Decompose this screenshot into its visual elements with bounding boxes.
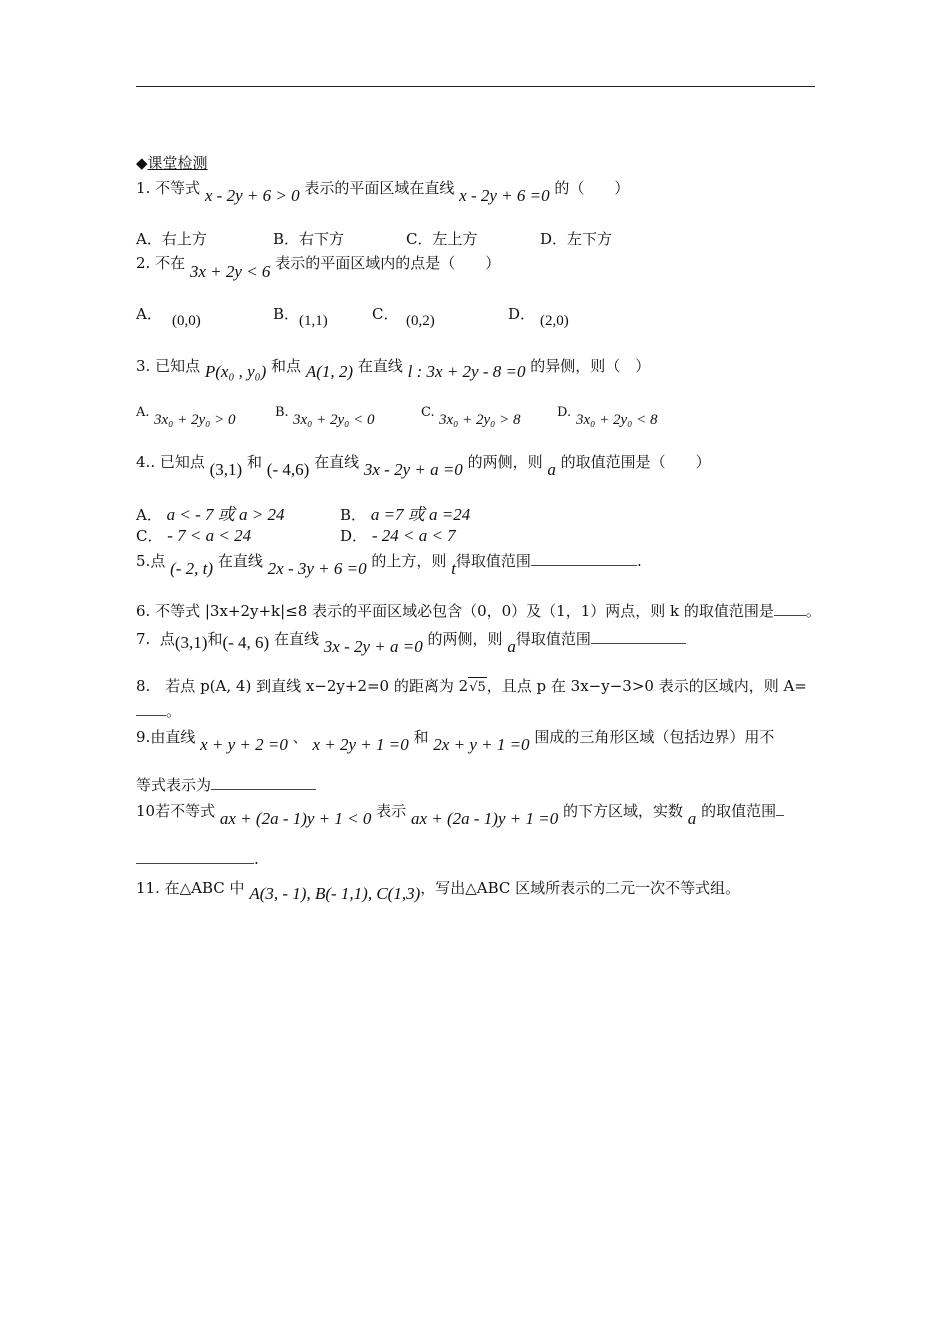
question-6: 6. 不等式 |3x+2y+k|≤8 表示的平面区域必包含（0，0）及（1，1）两点，则 k 的取值范围是 。 xyxy=(136,602,821,620)
q2-option-c-label: C． xyxy=(372,305,399,323)
question-9-cont: 等式表示为 xyxy=(136,775,316,795)
question-2: 2. 不在 3x + 2y < 6 表示的平面区域内的点是（ ） xyxy=(136,254,501,281)
section-heading: 课堂检测 xyxy=(147,154,208,172)
diamond-icon: ◆ xyxy=(136,154,148,172)
q2-option-d-label: D． xyxy=(508,305,536,323)
q2-option-a: (0,0) xyxy=(172,313,201,329)
q1-option-b: B．右下方 xyxy=(273,230,345,248)
question-9: 9.由直线 x + y + 2 =0 、 x + 2y + 1 =0 和 2x + y + 1 =0 围成的三角形区域（包括边界）用不 xyxy=(136,728,775,754)
q4-option-a: A． a < - 7 或 a > 24 xyxy=(136,505,285,524)
section-title xyxy=(136,153,208,173)
q4-option-d: D． - 24 < a < 7 xyxy=(340,526,456,545)
header-rule xyxy=(136,86,815,87)
answer-blank[interactable] xyxy=(531,551,637,566)
answer-blank[interactable] xyxy=(211,775,316,790)
q1-option-d: D．左下方 xyxy=(540,230,613,248)
q4-option-b: B． a =7 或 a =24 xyxy=(340,505,471,524)
question-7: 7. 点(3,1)和(- 4, 6) 在直线 3x - 2y + a =0 的两侧，则 a得取值范围 xyxy=(136,629,686,649)
question-10-cont: . xyxy=(136,849,259,869)
question-5: 5.点 (- 2, t) 在直线 2x - 3y + 6 =0 的上方，则 t得取值范围 . xyxy=(136,552,642,578)
q3-option-d: 3x₀ + 2y₀ < 8 xyxy=(576,412,658,428)
question-10: 10若不等式 ax + (2a - 1)y + 1 < 0 表示 ax + (2a - 1)y + 1 =0 的下方区域，实数 a 的取值范围 xyxy=(136,801,784,821)
q3-option-a: 3x₀ + 2y₀ > 0 xyxy=(154,412,236,428)
answer-blank[interactable] xyxy=(776,801,784,816)
q3-option-b: 3x₀ + 2y₀ < 0 xyxy=(293,412,375,428)
question-4: 4.. 已知点 (3,1) 和 (- 4,6) 在直线 3x - 2y + a =0 的两侧，则 a 的取值范围是（ ） xyxy=(136,453,711,479)
q3-option-b-label: B. xyxy=(275,405,289,420)
answer-blank[interactable] xyxy=(136,849,254,864)
question-11: 11. 在△ABC 中 A(3, - 1), B(- 1,1), C(1,3)，写出△ABC 区域所表示的二元一次不等式组。 xyxy=(136,879,741,903)
q2-option-a-label: A． xyxy=(136,305,162,323)
q2-option-d: (2,0) xyxy=(540,313,569,329)
question-3: 3. 已知点 P(x₀ , y₀) 和点 A(1, 2) 在直线 l : 3x + 2y - 8 =0 的异侧，则（ ） xyxy=(136,357,651,381)
q2-option-c: (0,2) xyxy=(406,313,435,329)
question-1: 1. 不等式 x - 2y + 6 > 0 表示的平面区域在直线 x - 2y + 6 =0 的（ ） xyxy=(136,179,630,205)
q2-option-b: (1,1) xyxy=(299,313,328,329)
sqrt-symbol: √5 xyxy=(468,677,487,698)
question-8: 8. 若点 p(A, 4) 到直线 x−2y+2=0 的距离为 2√5，且点 p 在 3x−y−3>0 表示的区域内，则 A= xyxy=(136,676,807,698)
q1-option-c: C．左上方 xyxy=(406,230,478,248)
q1-option-a: A．右上方 xyxy=(136,230,207,248)
answer-blank[interactable] xyxy=(774,601,806,616)
q2-option-b-label: B． xyxy=(273,305,300,323)
q3-option-d-label: D. xyxy=(557,405,572,420)
q4-option-c: C． - 7 < a < 24 xyxy=(136,526,252,545)
q3-option-a-label: A. xyxy=(136,405,150,420)
q3-option-c-label: C. xyxy=(421,405,435,420)
question-8-cont: 。 xyxy=(136,701,181,721)
answer-blank[interactable] xyxy=(136,701,166,716)
q3-option-c: 3x₀ + 2y₀ > 8 xyxy=(439,412,521,428)
answer-blank[interactable] xyxy=(591,629,686,644)
